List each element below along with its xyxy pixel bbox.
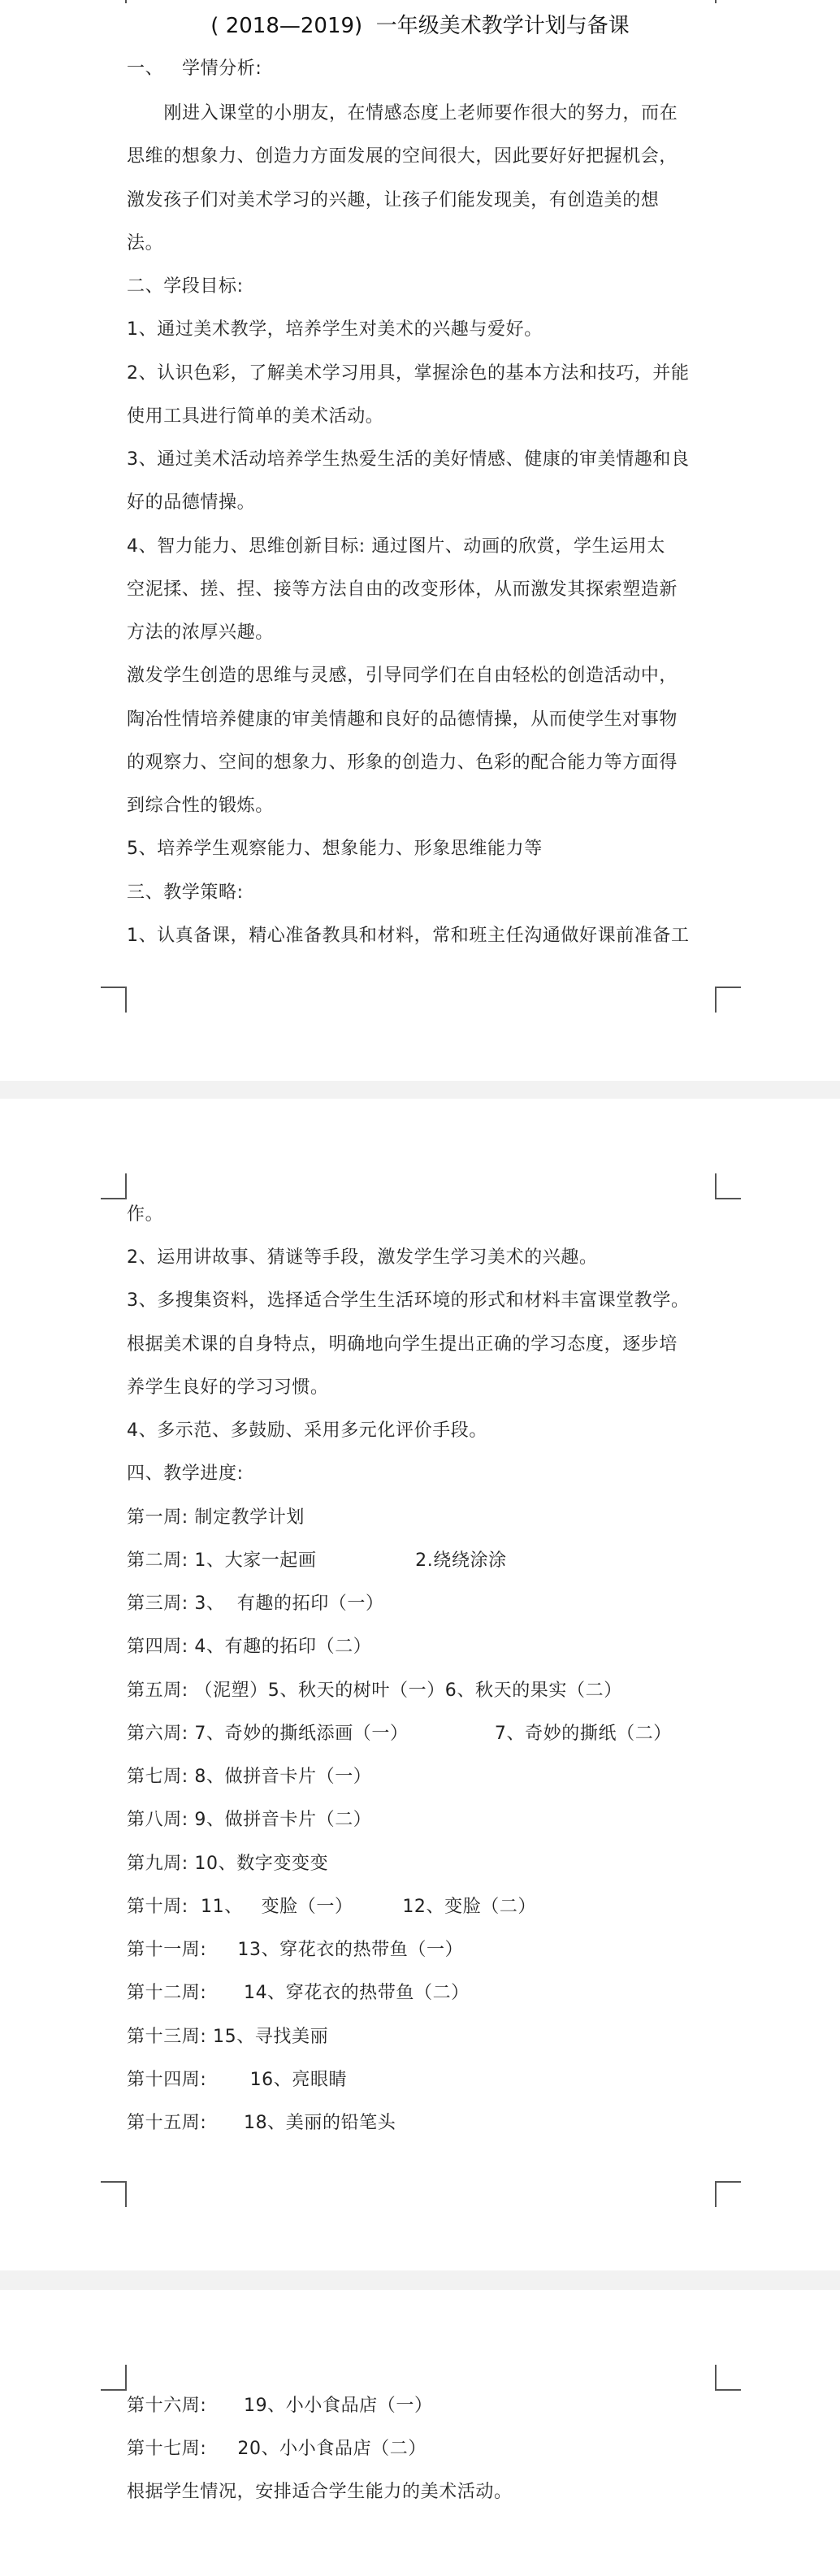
page-corner-mark bbox=[101, 0, 127, 3]
paragraph-line: 2、认识色彩，了解美术学习用具，掌握涂色的基本方法和技巧，并能 bbox=[127, 363, 690, 384]
paragraph-line: 1、通过美术教学，培养学生对美术的兴趣与爱好。 bbox=[127, 319, 543, 340]
schedule-line: 第十周: 11、 变脸（一） 12、变脸（二） bbox=[127, 1897, 537, 1917]
page-corner-mark bbox=[715, 1173, 741, 1199]
schedule-line: 第五周: （泥塑）5、秋天的树叶（一）6、秋天的果实（二） bbox=[127, 1680, 622, 1701]
page-corner-mark bbox=[101, 2181, 127, 2207]
section-heading: 二、学段目标: bbox=[127, 276, 244, 297]
paragraph-line: 激发孩子们对美术学习的兴趣，让孩子们能发现美，有创造美的想 bbox=[127, 190, 660, 210]
paragraph-line: 的观察力、空间的想象力、形象的创造力、色彩的配合能力等方面得 bbox=[127, 752, 678, 773]
paragraph-line: 1、认真备课，精心准备教具和材料，常和班主任沟通做好课前准备工 bbox=[127, 926, 690, 946]
schedule-line: 第一周: 制定教学计划 bbox=[127, 1507, 305, 1528]
page-corner-mark bbox=[715, 987, 741, 1013]
paragraph-line: 激发学生创造的思维与灵感，引导同学们在自由轻松的创造活动中， bbox=[127, 666, 678, 686]
page-corner-mark bbox=[101, 1173, 127, 1199]
schedule-line: 第八周: 9、做拼音卡片（二） bbox=[127, 1810, 372, 1830]
schedule-line: 第十三周: 15、寻找美丽 bbox=[127, 2027, 329, 2047]
paragraph-line: 5、培养学生观察能力、想象能力、形象思维能力等 bbox=[127, 839, 543, 859]
paragraph-line: 养学生良好的学习习惯。 bbox=[127, 1377, 329, 1398]
schedule-line: 第九周: 10、数字变变变 bbox=[127, 1854, 329, 1874]
paragraph-line: 方法的浓厚兴趣。 bbox=[127, 622, 274, 643]
schedule-line: 第七周: 8、做拼音卡片（一） bbox=[127, 1767, 372, 1787]
paragraph-line: 陶冶性情培养健康的审美情趣和良好的品德情操，从而使学生对事物 bbox=[127, 709, 678, 730]
paragraph-line: 空泥揉、搓、捏、接等方法自由的改变形体，从而激发其探索塑造新 bbox=[127, 579, 678, 600]
schedule-line: 第十二周: 14、穿花衣的热带鱼（二） bbox=[127, 1983, 470, 2003]
document-page-1 bbox=[0, 0, 840, 1081]
paragraph-line: 作。 bbox=[127, 1204, 164, 1225]
page-corner-mark bbox=[715, 0, 741, 3]
paragraph-line: 4、智力能力、思维创新目标: 通过图片、动画的欣赏，学生运用太 bbox=[127, 536, 666, 557]
schedule-line: 第四周: 4、有趣的拓印（二） bbox=[127, 1637, 372, 1657]
section-heading: 一、 学情分析: bbox=[127, 59, 262, 79]
schedule-line: 第十一周: 13、穿花衣的热带鱼（一） bbox=[127, 1940, 464, 1960]
paragraph-line: 法。 bbox=[127, 233, 164, 254]
paragraph-line: 根据学生情况，安排适合学生能力的美术活动。 bbox=[127, 2482, 513, 2502]
page-corner-mark bbox=[715, 2181, 741, 2207]
schedule-line: 第二周: 1、大家一起画 2.绕绕涂涂 bbox=[127, 1550, 507, 1571]
paragraph-line: 好的品德情操。 bbox=[127, 492, 256, 513]
paragraph-line: 4、多示范、多鼓励、采用多元化评价手段。 bbox=[127, 1420, 487, 1441]
document-page-2 bbox=[0, 1099, 840, 2270]
document-page-3 bbox=[0, 2290, 840, 2576]
schedule-line: 第十七周: 20、小小食品店（二） bbox=[127, 2439, 426, 2459]
paragraph-line: 3、多搜集资料，选择适合学生生活环境的形式和材料丰富课堂教学。 bbox=[127, 1290, 690, 1311]
schedule-line: 第三周: 3、 有趣的拓印（一） bbox=[127, 1594, 384, 1614]
paragraph-line: 思维的想象力、创造力方面发展的空间很大，因此要好好把握机会， bbox=[127, 146, 678, 167]
schedule-line: 第十六周: 19、小小食品店（一） bbox=[127, 2396, 433, 2416]
section-heading: 三、教学策略: bbox=[127, 883, 244, 903]
paragraph-line: 根据美术课的自身特点，明确地向学生提出正确的学习态度，逐步培 bbox=[127, 1334, 678, 1355]
schedule-line: 第十四周: 16、亮眼睛 bbox=[127, 2070, 348, 2090]
section-heading: 四、教学进度: bbox=[127, 1464, 244, 1484]
page-corner-mark bbox=[101, 2365, 127, 2391]
paragraph-line: 刚进入课堂的小朋友，在情感态度上老师要作很大的努力，而在 bbox=[127, 103, 678, 124]
schedule-line: 第六周: 7、奇妙的撕纸添画（一） 7、奇妙的撕纸（二） bbox=[127, 1724, 672, 1744]
schedule-line: 第十五周: 18、美丽的铅笔头 bbox=[127, 2113, 396, 2133]
paragraph-line: 使用工具进行简单的美术活动。 bbox=[127, 406, 384, 427]
page-corner-mark bbox=[101, 987, 127, 1013]
paragraph-line: 3、通过美术活动培养学生热爱生活的美好情感、健康的审美情趣和良 bbox=[127, 449, 690, 470]
paragraph-line: 2、运用讲故事、猜谜等手段，激发学生学习美术的兴趣。 bbox=[127, 1247, 598, 1268]
document-title: ( 2018—2019) 一年级美术教学计划与备课 bbox=[210, 14, 630, 38]
paragraph-line: 到综合性的锻炼。 bbox=[127, 796, 274, 816]
page-corner-mark bbox=[715, 2365, 741, 2391]
